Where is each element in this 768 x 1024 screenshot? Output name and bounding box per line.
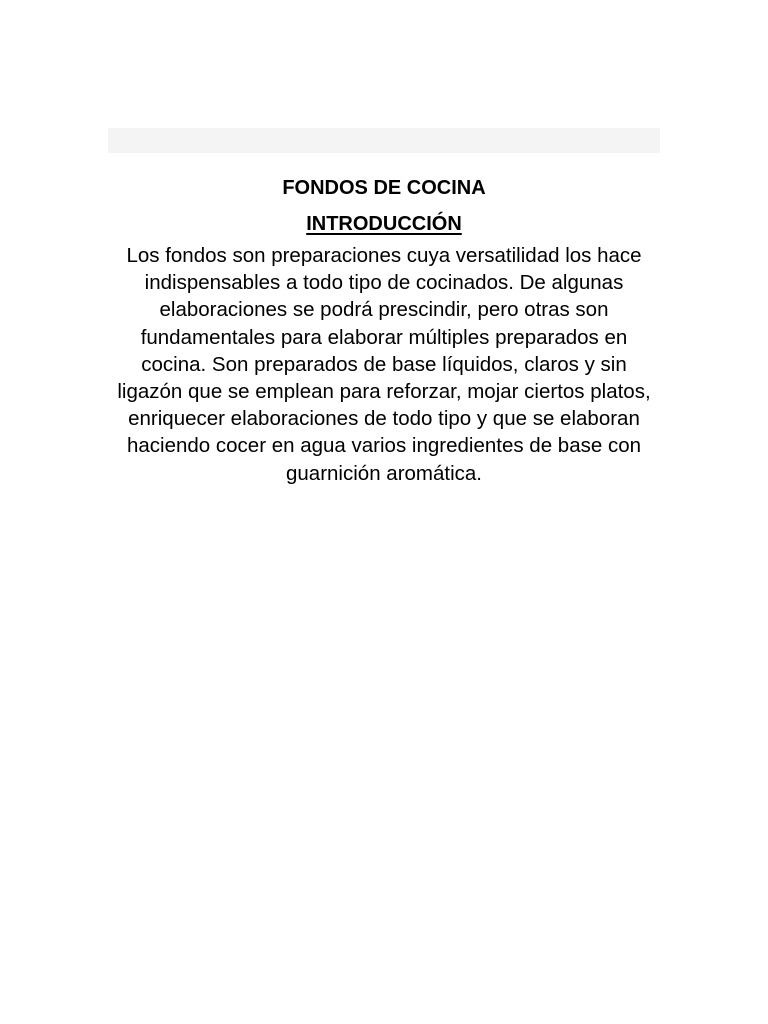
intro-paragraph: Los fondos son preparaciones cuya versatilidad los hace indispensables a todo tipo de cocinados. De algunas elaboraciones se podrá prescindir, pero otras son fundamentales para elaborar múltiples preparados en cocina. Son preparados de base líquidos, claros y sin ligazón que se emplean para reforzar, mojar ciertos platos, enriquecer elaboraciones de todo tipo y que se elaboran haciendo cocer en agua varios ingredientes de base con guarnición aromática. — [117, 244, 651, 485]
section-heading-introduccion: INTRODUCCIÓN — [306, 213, 462, 235]
document-title: FONDOS DE COCINA — [282, 177, 486, 199]
document-body — [108, 172, 660, 487]
top-bar — [108, 128, 660, 153]
